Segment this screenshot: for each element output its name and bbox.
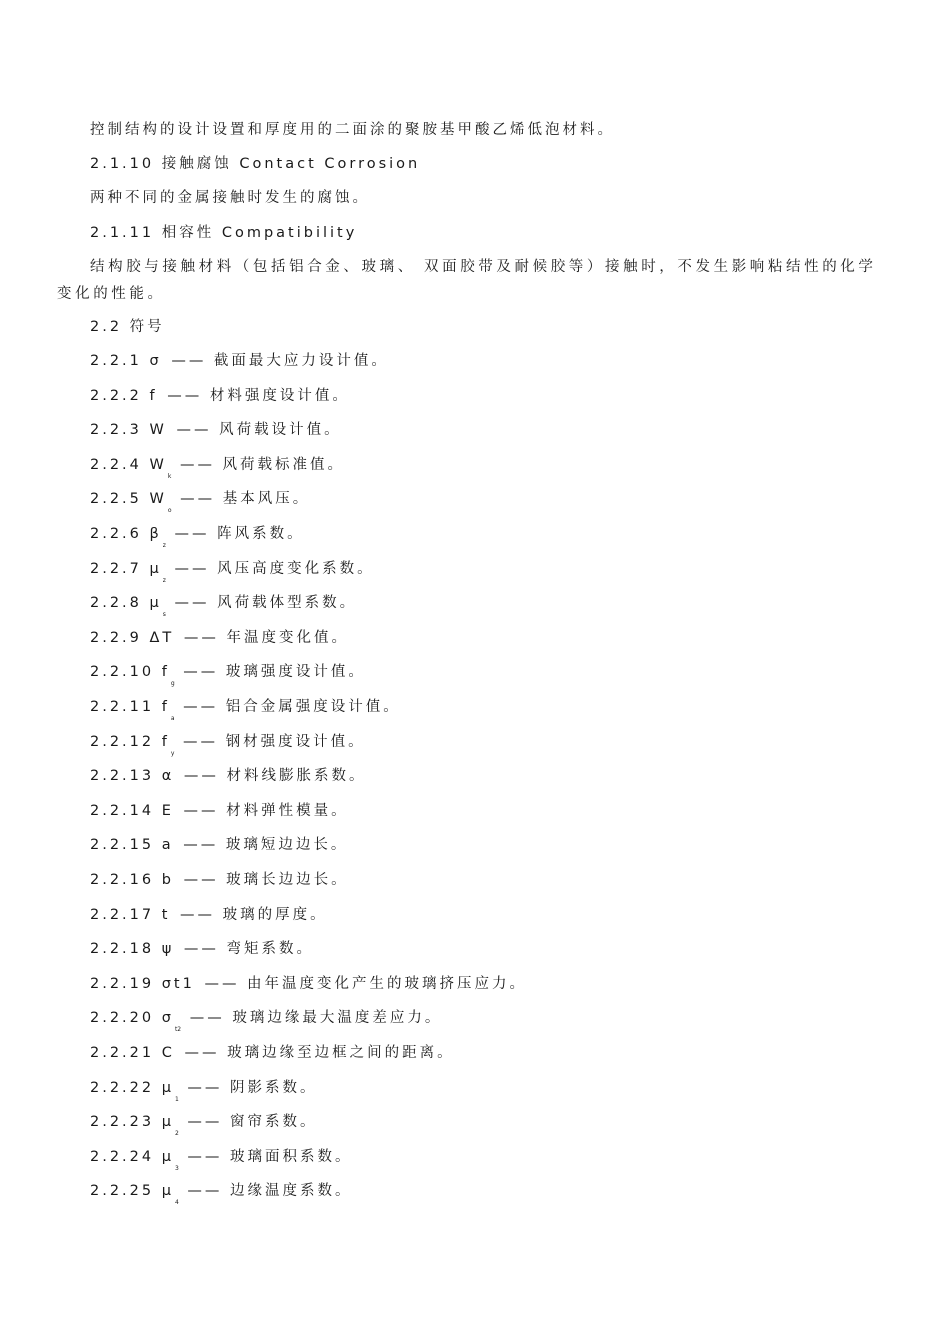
symbol-subscript: s — [162, 611, 166, 618]
symbol-number: 2.2.17 — [90, 907, 155, 923]
symbol-item — [90, 421, 342, 451]
symbol-subscript: y — [170, 750, 175, 757]
symbol-description: —— 钢材强度设计值。 — [183, 734, 366, 750]
symbol-number: 2.2.20 — [90, 1010, 155, 1026]
symbol-description: —— 弯矩系数。 — [183, 941, 315, 957]
symbol-item — [90, 490, 310, 520]
symbol-item — [90, 663, 366, 693]
symbol-description: —— 风荷载设计值。 — [176, 422, 342, 438]
symbol-item — [90, 352, 389, 382]
symbol-glyph: C — [161, 1045, 175, 1061]
symbol-glyph: E — [161, 803, 174, 819]
symbol-item — [90, 1148, 353, 1178]
symbol-glyph: f — [149, 388, 158, 404]
symbol-subscript: o — [167, 507, 172, 514]
symbol-subscript: k — [167, 473, 172, 480]
symbol-item — [90, 733, 366, 763]
symbol-number: 2.2.14 — [90, 803, 155, 819]
symbol-subscript: 1 — [174, 1096, 179, 1103]
symbol-description: —— 玻璃长边边长。 — [183, 872, 349, 888]
symbol-item — [90, 387, 350, 417]
symbol-number: 2.2.9 — [90, 630, 142, 646]
symbol-description: —— 截面最大应力设计值。 — [171, 353, 389, 369]
symbol-description: —— 玻璃强度设计值。 — [183, 664, 366, 680]
symbol-number: 2.2.18 — [90, 941, 155, 957]
symbol-description: —— 铝合金属强度设计值。 — [183, 699, 401, 715]
paragraph-compatibility-definition: 结构胶与接触材料（包括铝合金、玻璃、 双面胶带及耐候胶等）接触时，不发生影响粘结性的化学变化的性能。 — [57, 259, 877, 302]
symbol-subscript: z — [162, 577, 166, 584]
symbol-number: 2.2.22 — [90, 1080, 155, 1096]
symbol-glyph: μ — [149, 561, 162, 577]
symbol-glyph: ΔT — [149, 630, 175, 646]
symbol-item — [90, 767, 367, 797]
symbol-item — [90, 560, 375, 590]
symbol-number: 2.2.13 — [90, 768, 155, 784]
symbol-item — [90, 1079, 318, 1109]
symbol-item — [90, 871, 349, 901]
symbol-description: —— 年温度变化值。 — [183, 630, 350, 646]
symbol-subscript: g — [170, 680, 175, 687]
symbol-number: 2.2.3 — [90, 422, 142, 438]
symbol-description: —— 玻璃短边边长。 — [183, 837, 349, 853]
symbol-item — [90, 525, 305, 555]
symbol-glyph: f — [161, 664, 170, 680]
symbol-glyph: W — [149, 422, 167, 438]
symbol-description: —— 基本风压。 — [180, 491, 311, 507]
symbol-subscript: z — [162, 542, 166, 549]
symbol-glyph: μ — [161, 1114, 174, 1130]
paragraph-foam-material: 控制结构的设计设置和厚度用的二面涂的聚胺基甲酸乙烯低泡材料。 — [90, 122, 615, 138]
symbol-subscript: a — [170, 715, 175, 722]
symbol-description: —— 由年温度变化产生的玻璃挤压应力。 — [204, 976, 528, 992]
symbol-number: 2.2.2 — [90, 388, 142, 404]
symbol-glyph: a — [161, 837, 174, 853]
symbol-glyph: μ — [161, 1183, 174, 1199]
symbol-description: —— 材料强度设计值。 — [167, 388, 350, 404]
symbol-number: 2.2.4 — [90, 457, 142, 473]
symbol-item — [90, 594, 357, 624]
heading-contact-corrosion: 2.1.10 接触腐蚀 Contact Corrosion — [90, 156, 421, 172]
symbol-description: —— 玻璃边缘最大温度差应力。 — [189, 1010, 443, 1026]
symbol-glyph: t — [161, 907, 171, 923]
symbol-description: —— 边缘温度系数。 — [187, 1183, 353, 1199]
symbol-item — [90, 698, 401, 728]
symbol-item — [90, 802, 349, 832]
symbol-glyph: β — [149, 526, 162, 542]
symbol-item — [90, 1044, 455, 1074]
symbol-glyph: W — [149, 491, 167, 507]
symbol-glyph: μ — [149, 595, 162, 611]
symbol-number: 2.2.11 — [90, 699, 155, 715]
symbol-number: 2.2.5 — [90, 491, 142, 507]
symbol-number: 2.2.24 — [90, 1149, 155, 1165]
symbol-description: —— 窗帘系数。 — [187, 1114, 318, 1130]
symbol-subscript: t2 — [174, 1026, 182, 1033]
symbol-glyph: σ — [161, 1010, 174, 1026]
symbol-description: —— 阴影系数。 — [187, 1080, 318, 1096]
symbol-glyph: μ — [161, 1149, 174, 1165]
symbol-number: 2.2.15 — [90, 837, 155, 853]
symbol-item — [90, 456, 345, 486]
symbol-number: 2.2.16 — [90, 872, 155, 888]
heading-compatibility: 2.1.11 相容性 Compatibility — [90, 225, 358, 241]
symbol-number: 2.2.12 — [90, 734, 155, 750]
symbol-item — [90, 1009, 442, 1039]
symbol-glyph: W — [149, 457, 167, 473]
symbol-item — [90, 975, 527, 1005]
symbol-item — [90, 1182, 353, 1212]
symbol-glyph: α — [161, 768, 175, 784]
symbol-number: 2.2.25 — [90, 1183, 155, 1199]
symbol-description: —— 材料弹性模量。 — [183, 803, 349, 819]
symbol-item — [90, 1113, 318, 1143]
symbol-glyph: f — [161, 734, 170, 750]
symbol-subscript: 4 — [174, 1199, 179, 1206]
symbol-subscript: 2 — [174, 1130, 179, 1137]
symbol-description: —— 风压高度变化系数。 — [174, 561, 375, 577]
symbol-description: —— 玻璃的厚度。 — [180, 907, 328, 923]
symbol-number: 2.2.7 — [90, 561, 142, 577]
symbol-item — [90, 629, 349, 659]
symbol-subscript: 3 — [174, 1165, 179, 1172]
symbol-item — [90, 940, 314, 970]
symbol-number: 2.2.6 — [90, 526, 142, 542]
symbol-glyph: σt1 — [161, 976, 195, 992]
symbol-glyph: ψ — [161, 941, 175, 957]
symbol-glyph: σ — [149, 353, 162, 369]
symbol-description: —— 风荷载标准值。 — [179, 457, 346, 473]
paragraph-corrosion-definition: 两种不同的金属接触时发生的腐蚀。 — [90, 190, 370, 206]
symbol-glyph: μ — [161, 1080, 174, 1096]
symbol-description: —— 玻璃边缘至边框之间的距离。 — [184, 1045, 455, 1061]
symbol-glyph: f — [161, 699, 170, 715]
symbol-number: 2.2.19 — [90, 976, 155, 992]
symbol-number: 2.2.23 — [90, 1114, 155, 1130]
heading-symbols: 2.2 符号 — [90, 319, 165, 335]
symbol-description: —— 材料线膨胀系数。 — [183, 768, 367, 784]
symbol-description: —— 阵风系数。 — [174, 526, 305, 542]
symbol-number: 2.2.10 — [90, 664, 155, 680]
symbol-item — [90, 906, 328, 936]
symbol-number: 2.2.21 — [90, 1045, 155, 1061]
symbol-number: 2.2.1 — [90, 353, 142, 369]
symbol-item — [90, 836, 348, 866]
symbol-description: —— 风荷载体型系数。 — [174, 595, 358, 611]
symbol-description: —— 玻璃面积系数。 — [187, 1149, 353, 1165]
symbol-glyph: b — [161, 872, 174, 888]
symbol-number: 2.2.8 — [90, 595, 142, 611]
